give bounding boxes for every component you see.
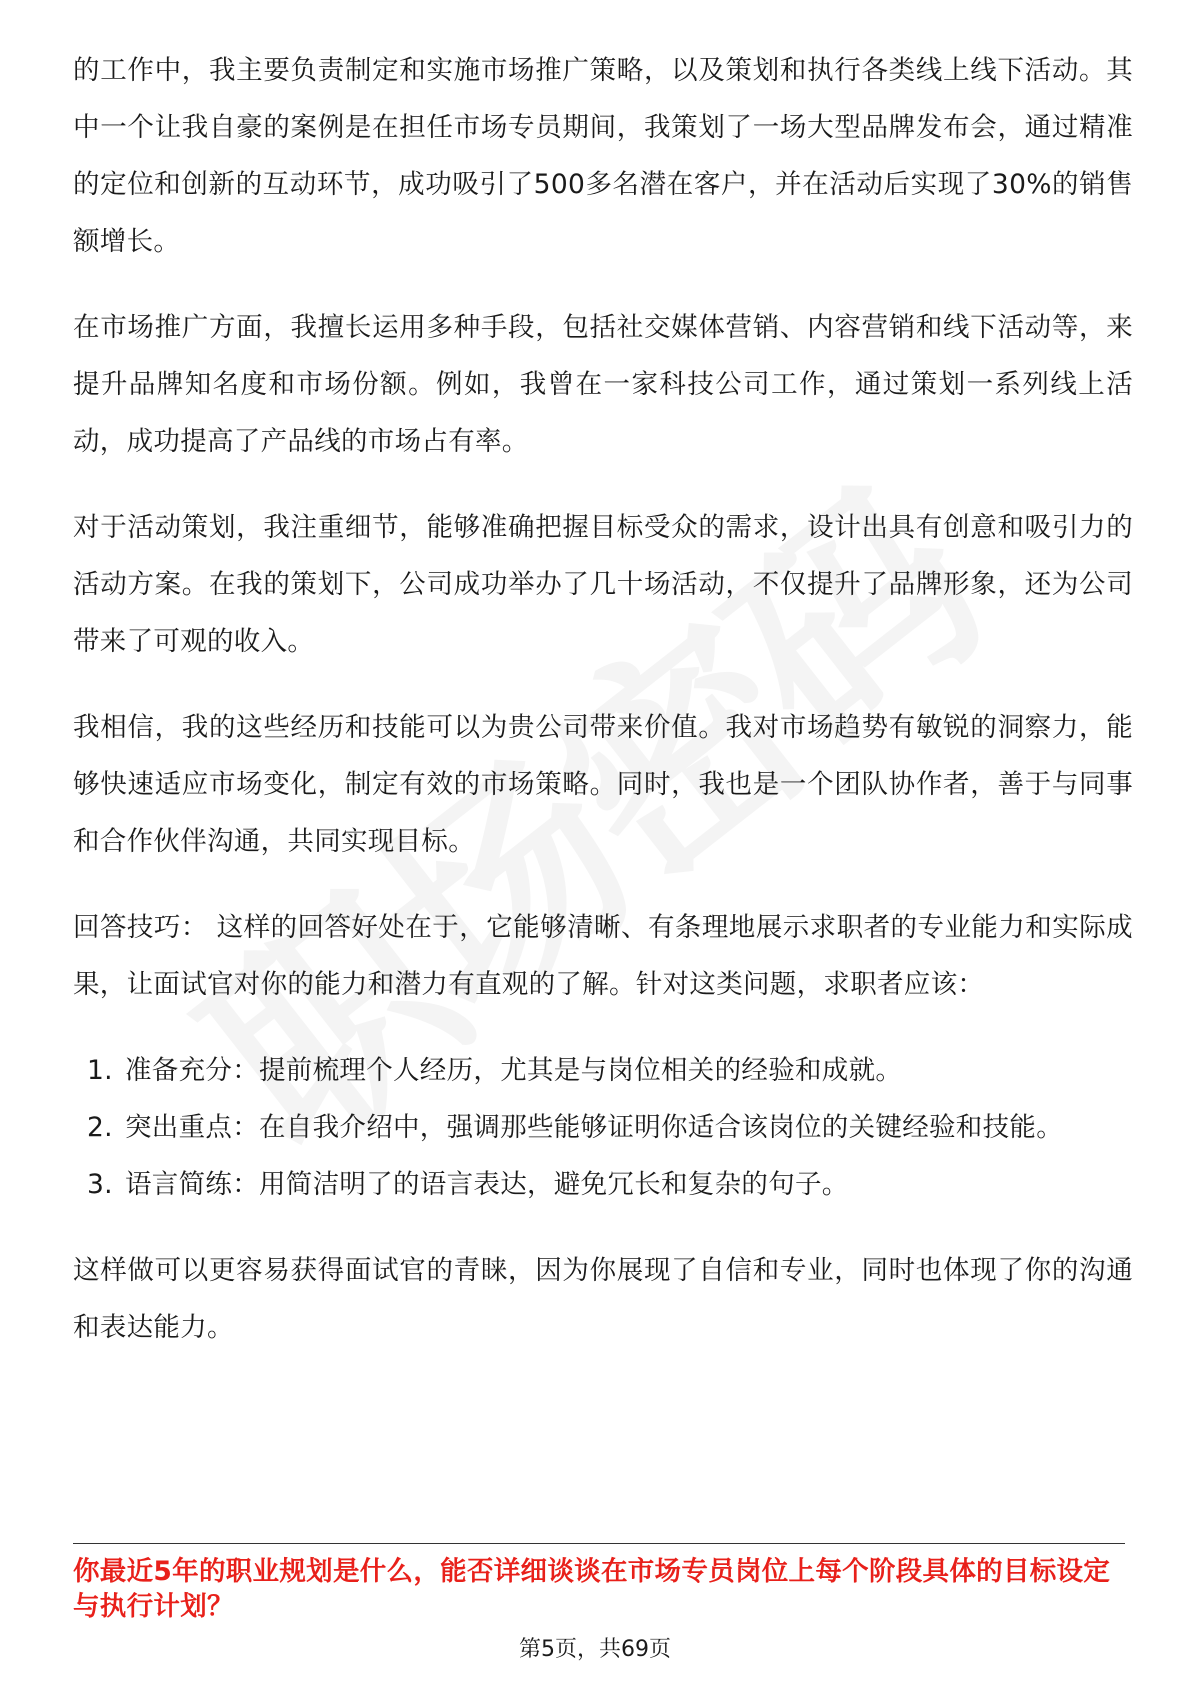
paragraph-value-statement: 我相信，我的这些经历和技能可以为贵公司带来价值。我对市场趋势有敏锐的洞察力，能够快速适应市场变化，制定有效的市场策略。同时，我也是一个团队协作者，善于与同事和合作伙伴沟通，共同实现目标。 <box>73 712 1133 857</box>
list-item <box>73 1099 1133 1156</box>
paragraph-closing: 这样做可以更容易获得面试官的青睐，因为你展现了自信和专业，同时也体现了你的沟通和表达能力。 <box>73 1255 1133 1343</box>
list-item-text: 准备充分：提前梳理个人经历，尤其是与岗位相关的经验和成就。 <box>125 1055 903 1086</box>
next-question-heading: 你最近5年的职业规划是什么，能否详细谈谈在市场专员岗位上每个阶段具体的目标设定与执行计划？ <box>73 1556 1111 1622</box>
list-item-number: 1. <box>87 1055 113 1086</box>
document-body <box>73 42 1133 1385</box>
paragraph-marketing-skills: 在市场推广方面，我擅长运用多种手段，包括社交媒体营销、内容营销和线下活动等，来提升品牌知名度和市场份额。例如，我曾在一家科技公司工作，通过策划一系列线上活动，成功提高了产品线的市场占有率。 <box>73 312 1133 457</box>
list-item <box>73 1156 1133 1213</box>
paragraph-work-experience: 的工作中，我主要负责制定和实施市场推广策略，以及策划和执行各类线上线下活动。其中一个让我自豪的案例是在担任市场专员期间，我策划了一场大型品牌发布会，通过精准的定位和创新的互动环节，成功吸引了500多名潜在客户，并在活动后实现了30%的销售额增长。 <box>73 55 1133 257</box>
list-item-number: 2. <box>87 1112 113 1143</box>
paragraph-answer-tips: 回答技巧： 这样的回答好处在于，它能够清晰、有条理地展示求职者的专业能力和实际成果，让面试官对你的能力和潜力有直观的了解。针对这类问题，求职者应该： <box>73 912 1133 1000</box>
page-number: 第5页，共69页 <box>519 1637 671 1662</box>
list-item-text: 突出重点：在自我介绍中，强调那些能够证明你适合该岗位的关键经验和技能。 <box>125 1112 1063 1143</box>
list-item-text: 语言简练：用简洁明了的语言表达，避免冗长和复杂的句子。 <box>125 1169 849 1200</box>
paragraph-event-planning: 对于活动策划，我注重细节，能够准确把握目标受众的需求，设计出具有创意和吸引力的活动方案。在我的策划下，公司成功举办了几十场活动，不仅提升了品牌形象，还为公司带来了可观的收入。 <box>73 512 1133 657</box>
list-item-number: 3. <box>87 1169 113 1200</box>
tips-list <box>73 1042 1133 1213</box>
section-divider <box>73 1543 1125 1544</box>
list-item <box>73 1042 1133 1099</box>
